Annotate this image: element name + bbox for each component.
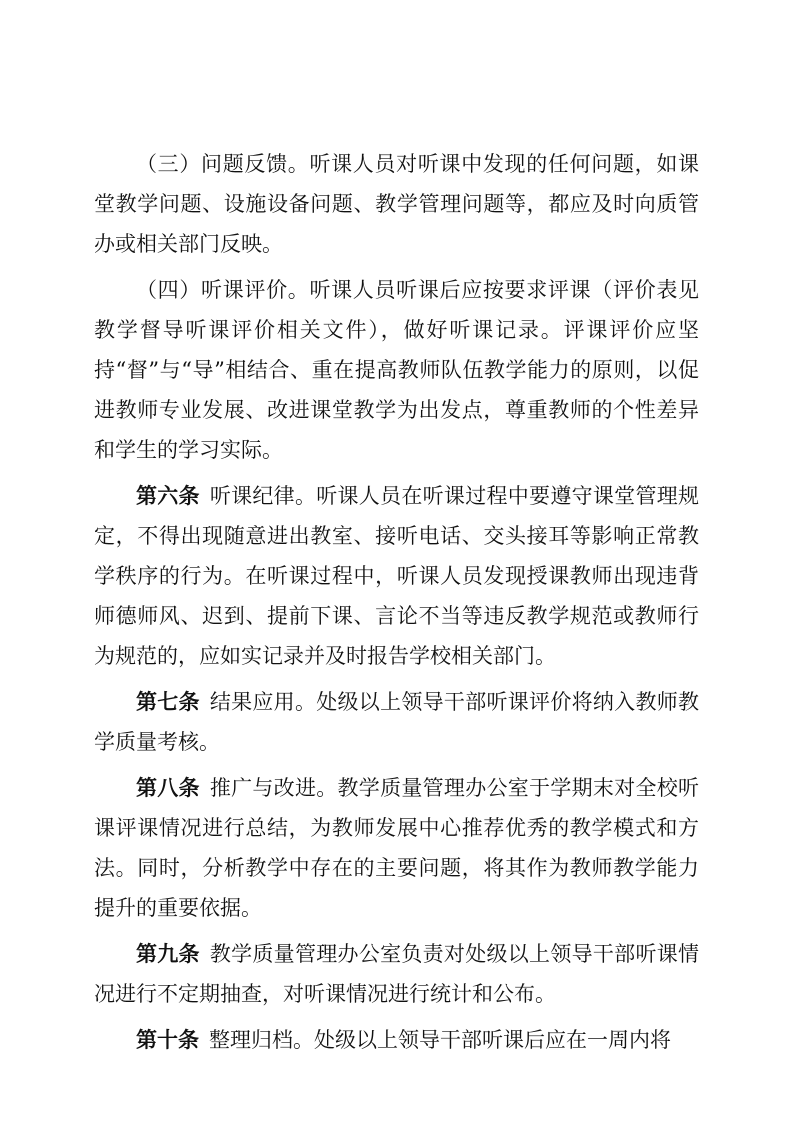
- article-number: 第七条: [136, 690, 200, 714]
- article-number: 第十条: [136, 1028, 199, 1052]
- article-text: 听课纪律。听课人员在听课过程中要遵守课堂管理规定，不得出现随意进出教室、接听电话、交头接耳等影响正常教学秩序的行为。在听课过程中，听课人员发现授课教师出现违背师德师风、迟到、提前下课、言论不当等违反教学规范或教师行为规范的，应如实记录并及时报告学校相关部门。: [94, 484, 700, 668]
- article-text: 整理归档。处级以上领导干部听课后应在一周内将: [209, 1028, 671, 1052]
- article-8: [94, 768, 699, 928]
- document-body: [94, 144, 699, 1066]
- article-7: [94, 682, 699, 762]
- article-10: [94, 1020, 699, 1060]
- article-number: 第九条: [136, 942, 200, 966]
- article-number: 第八条: [136, 776, 200, 800]
- article-number: 第六条: [136, 484, 200, 508]
- article-text: 教学质量管理办公室负责对处级以上领导干部听课情况进行不定期抽查，对听课情况进行统计和公布。: [94, 942, 700, 1006]
- article-text: 结果应用。处级以上领导干部听课评价将纳入教师教学质量考核。: [94, 690, 700, 754]
- paragraph-feedback: [94, 144, 699, 264]
- paragraph-text: （三）问题反馈。听课人员对听课中发现的任何问题，如课堂教学问题、设施设备问题、教学管理问题等，都应及时向质管办或相关部门反映。: [94, 152, 699, 256]
- article-6: [94, 476, 699, 676]
- paragraph-evaluation: [94, 270, 699, 470]
- paragraph-text: （四）听课评价。听课人员听课后应按要求评课（评价表见教学督导听课评价相关文件），做好听课记录。评课评价应坚持“督”与“导”相结合、重在提高教师队伍教学能力的原则，以促进教师专业发展、改进课堂教学为出发点，尊重教师的个性差异和学生的学习实际。: [94, 278, 699, 462]
- article-9: [94, 934, 699, 1014]
- article-text: 推广与改进。教学质量管理办公室于学期末对全校听课评课情况进行总结，为教师发展中心推荐优秀的教学模式和方法。同时，分析教学中存在的主要问题，将其作为教师教学能力提升的重要依据。: [94, 776, 700, 920]
